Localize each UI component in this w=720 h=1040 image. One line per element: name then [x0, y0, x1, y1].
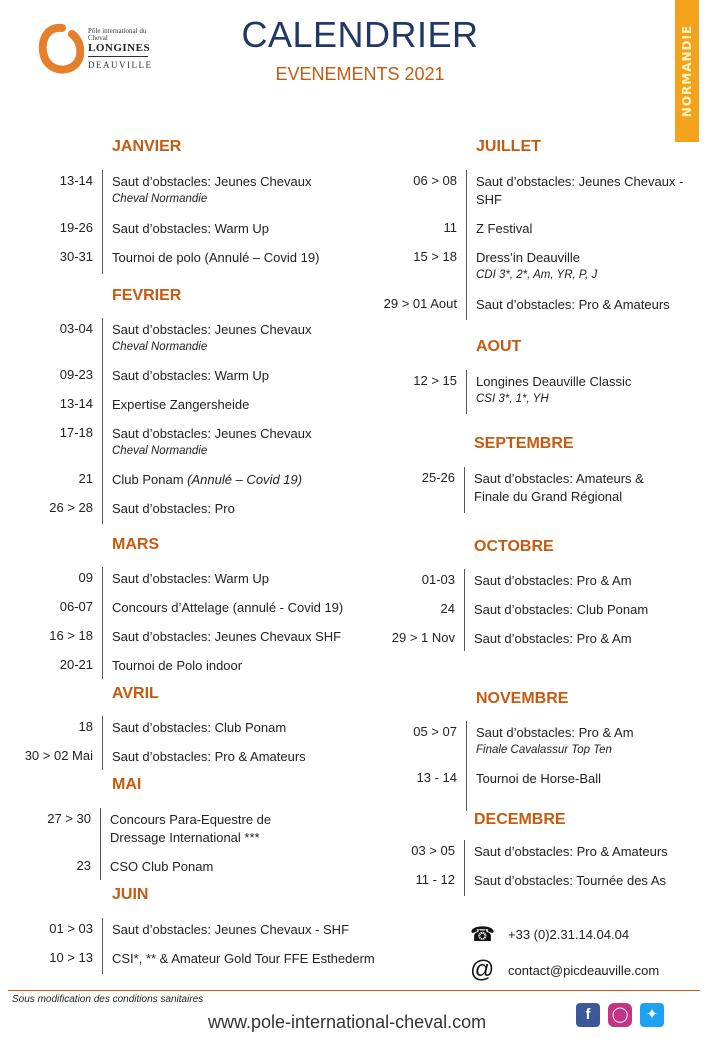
event-title: Saut d’obstacles: Jeunes Chevaux — [112, 426, 312, 441]
event-title: Longines Deauville Classic — [476, 374, 632, 389]
event-date: 15 > 18 — [413, 249, 457, 264]
event-subtitle: Cheval Normandie — [112, 193, 208, 205]
event-item — [112, 321, 311, 355]
footer-divider — [8, 990, 700, 991]
event-date: 11 — [443, 220, 457, 235]
logo-text-deauville: DEAUVILLE — [88, 60, 153, 70]
event-title: Saut d’obstacles: Warm Up — [112, 368, 270, 383]
contact-phone-row — [470, 922, 629, 947]
event-date: 27 > 30 — [47, 811, 91, 826]
event-item — [474, 470, 644, 506]
month-octobre: OCTOBRE — [474, 538, 554, 555]
facebook-icon[interactable]: f — [576, 1003, 600, 1027]
month-juin: JUIN — [112, 886, 149, 903]
event-title: Saut d’obstacles: Jeunes Chevaux - — [476, 174, 684, 189]
event-title: Club Ponam — [112, 472, 184, 487]
event-date: 17-18 — [59, 425, 93, 440]
normandie-badge — [675, 0, 699, 142]
event-title: Saut d’obstacles: Pro & Amateurs — [476, 297, 670, 312]
event-date: 21 — [78, 471, 93, 486]
month-septembre: SEPTEMBRE — [474, 435, 574, 452]
event-title-line2: Finale du Grand Régional — [474, 489, 623, 504]
event-title: Tournoi de polo (Annulé – Covid 19) — [112, 250, 320, 265]
event-subtitle: Cheval Normandie — [112, 341, 208, 353]
event-subtitle: Cheval Normandie — [112, 445, 208, 457]
month-aout: AOUT — [476, 338, 522, 355]
event-date: 18 — [78, 719, 93, 734]
event-item — [110, 811, 271, 847]
event-date: 29 > 1 Nov — [391, 630, 455, 645]
event-date: 30-31 — [59, 249, 93, 264]
event-date: 19-26 — [59, 220, 93, 235]
event-title: CSO Club Ponam — [110, 859, 214, 874]
event-title: Saut d’obstacles: Amateurs & — [474, 471, 644, 486]
event-title: Tournoi de Horse-Ball — [476, 771, 602, 786]
event-title: CSI*, ** & Amateur Gold Tour FFE Esthederm — [112, 951, 375, 966]
event-title: Concours Para-Equestre de — [110, 812, 272, 827]
telephone-icon: ☎ — [470, 924, 495, 946]
month-divider — [102, 716, 103, 770]
event-date: 12 > 15 — [413, 373, 457, 388]
event-date: 11 - 12 — [415, 872, 455, 887]
event-date: 10 > 13 — [49, 950, 93, 965]
contact-email[interactable]: contact@picdeauville.com — [508, 962, 660, 978]
logo-rule — [88, 56, 148, 57]
event-date: 09 — [78, 570, 93, 585]
logo-text-pole: Pôle international du Cheval — [88, 27, 147, 42]
event-title: Saut d’obstacles: Jeunes Chevaux - SHF — [112, 922, 350, 937]
month-novembre: NOVEMBRE — [476, 690, 569, 707]
event-title: Saut d’obstacles: Club Ponam — [112, 720, 287, 735]
event-date: 06-07 — [59, 599, 93, 614]
event-date: 26 > 28 — [49, 500, 93, 515]
event-title: Saut d’obstacles: Warm Up — [112, 571, 270, 586]
month-divider — [466, 721, 467, 811]
event-title-line2: SHF — [476, 192, 502, 207]
event-title: Saut d’obstacles: Club Ponam — [474, 602, 649, 617]
month-divider — [464, 467, 465, 513]
event-date: 01-03 — [421, 572, 455, 587]
normandie-badge-label: NORMANDIE — [680, 24, 694, 118]
page-subtitle: EVENEMENTS 2021 — [275, 64, 445, 84]
event-date: 01 > 03 — [49, 921, 93, 936]
event-title: Saut d’obstacles: Jeunes Chevaux — [112, 322, 312, 337]
event-title: Dress’in Deauville — [476, 250, 581, 265]
event-title: Saut d’obstacles: Pro & Amateurs — [474, 844, 668, 859]
event-date: 03-04 — [59, 321, 93, 336]
event-title: Saut d’obstacles: Jeunes Chevaux SHF — [112, 629, 342, 644]
event-title: Saut d’obstacles: Pro — [112, 501, 235, 516]
event-item — [476, 249, 597, 283]
month-janvier: JANVIER — [112, 138, 182, 155]
month-juillet: JUILLET — [476, 138, 541, 155]
event-title: Z Festival — [476, 221, 533, 236]
event-note: (Annulé – Covid 19) — [187, 472, 303, 487]
event-title: Concours d’Attelage (annulé - Covid 19) — [112, 600, 344, 615]
event-date: 20-21 — [59, 657, 93, 672]
month-divider — [464, 840, 465, 896]
month-divider — [102, 170, 103, 274]
month-divider — [102, 318, 103, 524]
event-title: Saut d’obstacles: Pro & Am — [476, 725, 634, 740]
event-subtitle: CSI 3*, 1*, YH — [476, 393, 549, 405]
month-fevrier: FEVRIER — [112, 287, 182, 304]
event-subtitle: Finale Cavalassur Top Ten — [476, 744, 612, 756]
contact-phone: +33 (0)2.31.14.04.04 — [508, 927, 630, 942]
event-date: 29 > 01 Aout — [383, 296, 457, 311]
event-item — [112, 173, 311, 207]
event-title-line2: Dressage International *** — [110, 830, 260, 845]
website-link[interactable]: www.pole-international-cheval.com — [208, 1012, 487, 1032]
event-subtitle: CDI 3*, 2*, Am, YR, P, J — [476, 269, 598, 281]
event-date: 13 - 14 — [416, 770, 457, 785]
event-item — [476, 173, 683, 209]
month-decembre: DECEMBRE — [474, 811, 566, 828]
page-title: CALENDRIER — [241, 14, 479, 55]
event-date: 13-14 — [59, 396, 93, 411]
footer-note: Sous modification des conditions sanitaires — [12, 994, 204, 1005]
month-divider — [464, 569, 465, 651]
month-divider — [466, 370, 467, 414]
event-date: 24 — [440, 601, 455, 616]
month-mai: MAI — [112, 776, 142, 793]
event-date: 30 > 02 Mai — [24, 748, 93, 763]
event-date: 03 > 05 — [411, 843, 455, 858]
instagram-icon[interactable]: ◯ — [608, 1003, 632, 1027]
event-date: 25-26 — [421, 470, 455, 485]
month-divider — [102, 567, 103, 679]
event-date: 13-14 — [59, 173, 93, 188]
event-title: Saut d’obstacles: Warm Up — [112, 221, 270, 236]
event-item — [476, 373, 631, 407]
event-item — [476, 724, 634, 758]
event-title: Saut d’obstacles: Jeunes Chevaux — [112, 174, 312, 189]
at-sign-icon: @ — [470, 956, 495, 983]
event-title: Tournoi de Polo indoor — [112, 658, 243, 673]
contact-email-row — [470, 956, 659, 984]
event-item — [112, 471, 302, 489]
event-date: 16 > 18 — [49, 628, 93, 643]
event-date: 23 — [76, 858, 91, 873]
month-mars: MARS — [112, 536, 160, 553]
month-divider — [100, 808, 101, 880]
event-title: Saut d’obstacles: Pro & Am — [474, 573, 632, 588]
event-date: 05 > 07 — [413, 724, 457, 739]
month-avril: AVRIL — [112, 685, 159, 702]
event-item — [112, 425, 311, 459]
event-date: 06 > 08 — [413, 173, 457, 188]
event-title: Saut d’obstacles: Pro & Amateurs — [112, 749, 306, 764]
month-divider — [102, 918, 103, 974]
twitter-icon[interactable]: ✦ — [640, 1003, 664, 1027]
event-title: Saut d’obstacles: Tournée des As — [474, 873, 666, 888]
event-date: 09-23 — [59, 367, 93, 382]
logo-text-longines: LONGINES — [88, 42, 151, 54]
event-title: Expertise Zangersheide — [112, 397, 250, 412]
month-divider — [466, 170, 467, 320]
event-title: Saut d’obstacles: Pro & Am — [474, 631, 632, 646]
